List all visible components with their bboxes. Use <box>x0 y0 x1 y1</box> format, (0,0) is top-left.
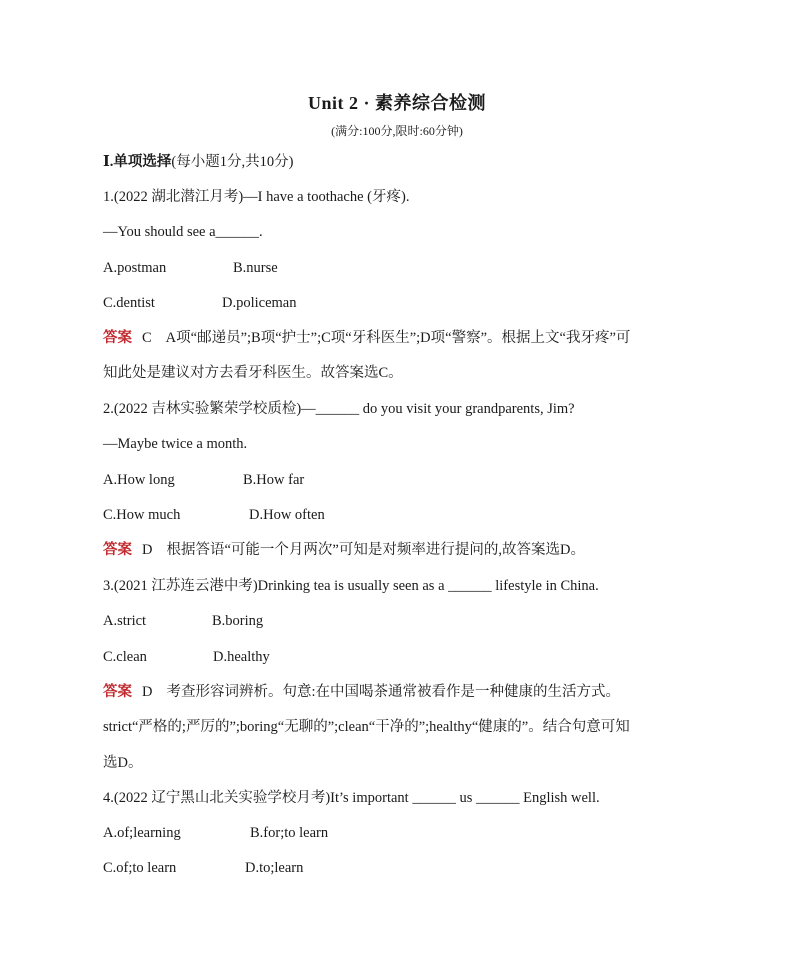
question-3-option-b: B.boring <box>212 613 264 629</box>
page-subtitle: (满分:100分,限时:60分钟) <box>331 124 463 138</box>
question-1-options-row-1 <box>103 258 278 278</box>
question-2-answer <box>103 540 585 560</box>
question-1-explanation: A项“邮递员”;B项“护士”;C项“牙科医生”;D项“警察”。根据上文“我牙疼”可 <box>165 330 631 346</box>
question-3-stem: 3.(2021 江苏连云港中考)Drinking tea is usually seen as a ______ lifestyle in China. <box>103 578 599 594</box>
question-4-options-row-2 <box>103 858 303 878</box>
section-note: (每小题1分,共10分) <box>171 154 294 170</box>
question-3-options-row-1 <box>103 611 263 631</box>
question-2-options-row-1 <box>103 470 304 490</box>
question-2-option-c: C.How much <box>103 507 181 523</box>
question-2-option-d: D.How often <box>249 507 325 523</box>
question-4-option-d: D.to;learn <box>245 860 304 876</box>
question-3-answer-letter: D <box>142 684 153 700</box>
question-4-option-c: C.of;to learn <box>103 860 177 876</box>
question-1-option-c: C.dentist <box>103 295 155 311</box>
question-2-option-b: B.How far <box>243 472 305 488</box>
question-2-answer-letter: D <box>142 542 153 558</box>
question-2-options-row-2 <box>103 505 325 525</box>
question-1-stem-reply: —You should see a______. <box>103 224 263 240</box>
question-2-stem-reply: —Maybe twice a month. <box>103 436 248 452</box>
section-heading <box>103 152 293 172</box>
question-1-explanation-cont: 知此处是建议对方去看牙科医生。故答案选C。 <box>103 365 403 381</box>
question-1-answer <box>103 328 630 348</box>
question-1-options-row-2 <box>103 293 297 313</box>
question-1-stem: 1.(2022 湖北潜江月考)—I have a toothache (牙疼). <box>103 189 410 205</box>
question-3-explanation: 考查形容词辨析。句意:在中国喝茶通常被看作是一种健康的生活方式。 <box>166 684 621 700</box>
question-3-option-a: A.strict <box>103 613 147 629</box>
question-2-stem: 2.(2022 吉林实验繁荣学校质检)—______ do you visit your grandparents, Jim? <box>103 401 575 417</box>
question-1-option-b: B.nurse <box>233 260 278 276</box>
question-1-answer-letter: C <box>142 330 152 346</box>
page-title: Unit 2 · 素养综合检测 <box>307 93 486 113</box>
question-3-answer <box>103 682 620 702</box>
question-3-options-row-2 <box>103 647 270 667</box>
question-3-option-c: C.clean <box>103 649 147 665</box>
answer-label: 答案 <box>103 684 132 700</box>
question-3-explanation-cont: strict“严格的;严厉的”;boring“无聊的”;clean“干净的”;healthy“健康的”。结合句意可知 <box>103 719 630 735</box>
question-3-option-d: D.healthy <box>213 649 270 665</box>
question-4-stem: 4.(2022 辽宁黑山北关实验学校月考)It’s important ______ us ______ English well. <box>103 790 600 806</box>
question-2-explanation: 根据答语“可能一个月两次”可知是对频率进行提问的,故答案选D。 <box>166 542 585 558</box>
question-1-option-d: D.policeman <box>222 295 297 311</box>
section-label: Ⅰ.单项选择 <box>103 154 172 170</box>
question-1-option-a: A.postman <box>103 260 167 276</box>
question-2-option-a: A.How long <box>103 472 175 488</box>
answer-label: 答案 <box>103 542 132 558</box>
question-4-options-row-1 <box>103 823 328 843</box>
answer-label: 答案 <box>103 330 132 346</box>
question-4-option-a: A.of;learning <box>103 825 181 841</box>
question-3-explanation-end: 选D。 <box>103 755 143 771</box>
question-4-option-b: B.for;to learn <box>250 825 329 841</box>
